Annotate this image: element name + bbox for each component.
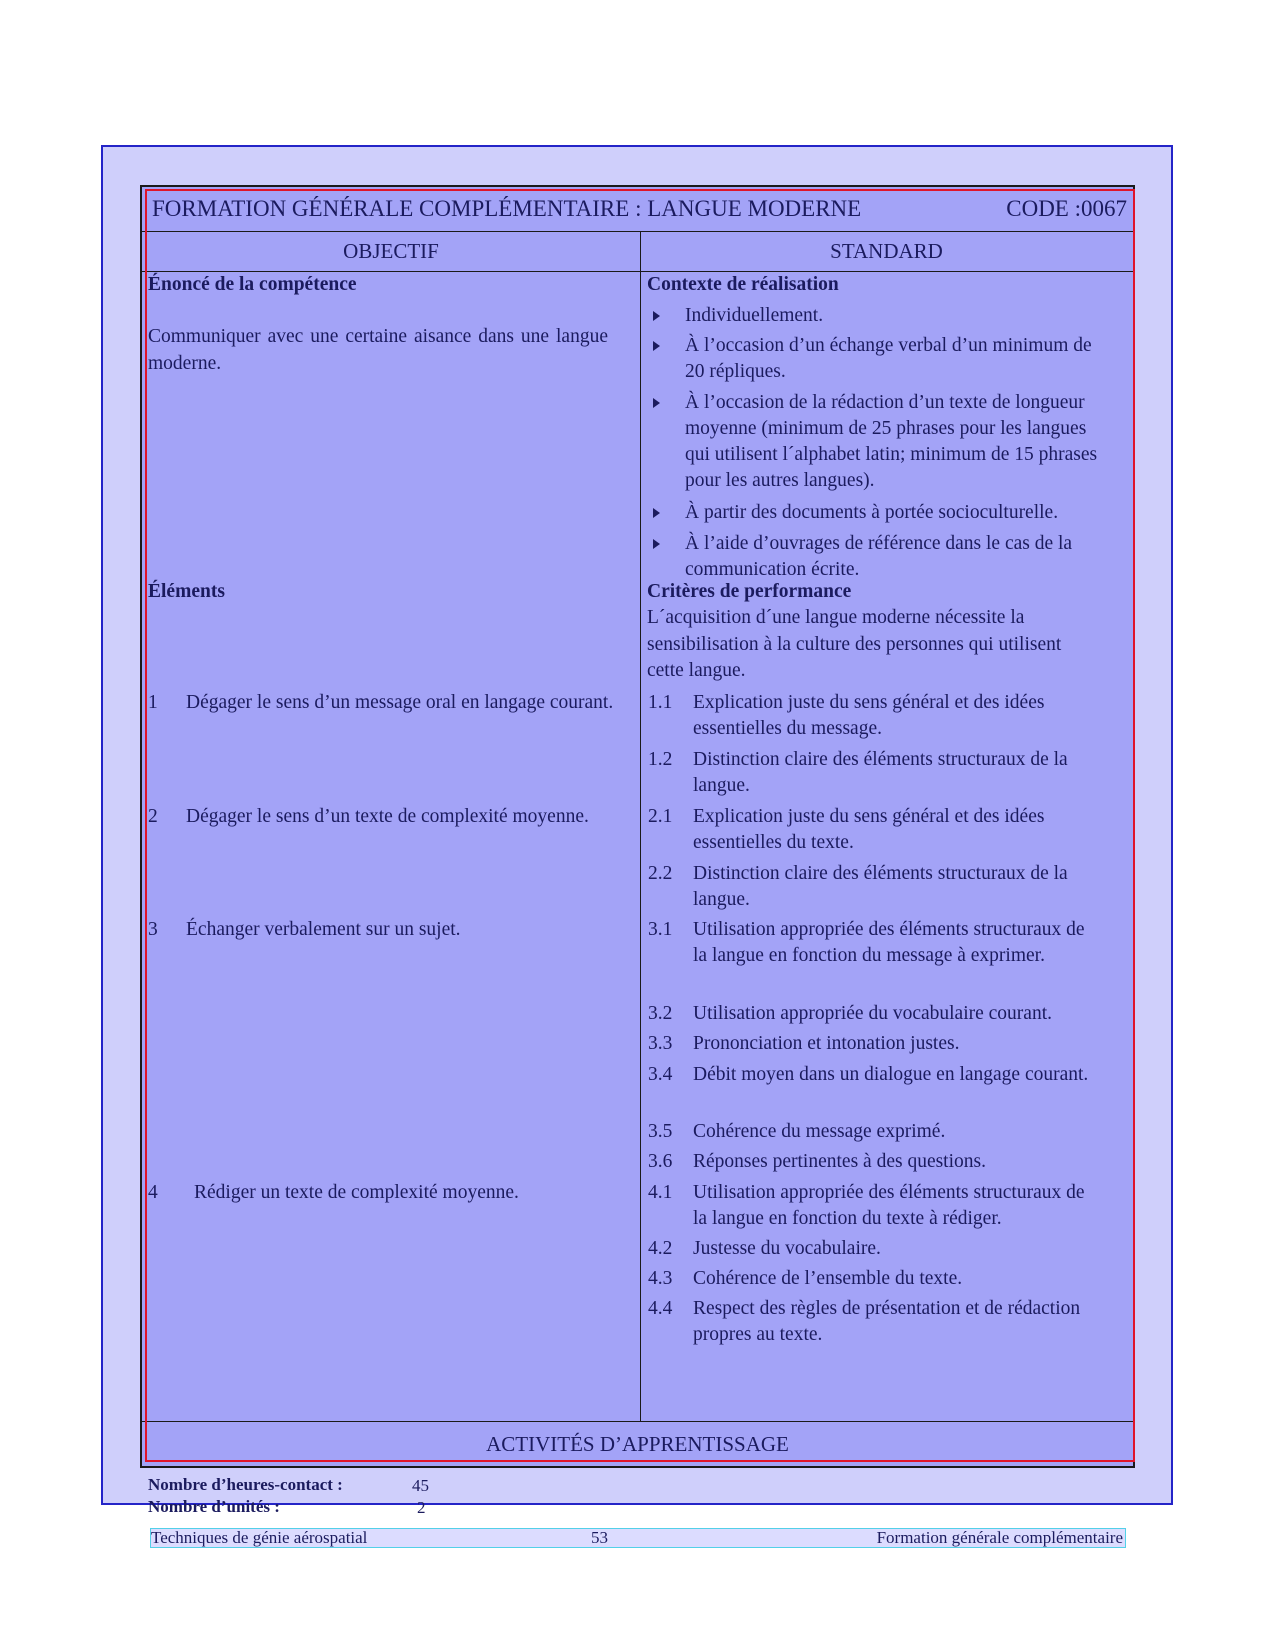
bullet-icon [653, 333, 662, 359]
critere-item: 4.3 Cohérence de l’ensemble du texte. [648, 1268, 963, 1289]
units-value: 2 [417, 1498, 426, 1517]
critere-item: 4.4 Respect des règles de présentation et de rédaction propres au texte. [648, 1298, 1081, 1345]
table-header [142, 187, 1133, 232]
element-item: 2 Dégager le sens d’un texte de complexité moyenne. [148, 806, 589, 827]
page-number: 53 [591, 1528, 608, 1547]
objectif-header: OBJECTIF [343, 239, 439, 263]
competence-table [140, 185, 1135, 1517]
contexte-item: Individuellement. [647, 303, 1112, 329]
contexte-item: À l’occasion d’un échange verbal d’un minimum de 20 répliques. [647, 333, 1112, 385]
criteres-heading: Critères de performance [647, 581, 852, 602]
critere-item: 3.5 Cohérence du message exprimé. [648, 1121, 946, 1142]
element-item: 3 Échanger verbalement sur un sujet. [148, 919, 461, 940]
competence-text: Communiquer avec une certaine aisance dans une langue moderne. [148, 326, 608, 374]
critere-item: 2.1 Explication juste du sens général et des idées essentielles du texte. [648, 806, 1045, 853]
critere-item: 3.6 Réponses pertinentes à des questions. [648, 1151, 986, 1172]
critere-item: 1.1 Explication juste du sens général et des idées essentielles du message. [648, 692, 1045, 739]
critere-item: 3.1 Utilisation appropriée des éléments structuraux de la langue en fonction du message à exprimer. [648, 919, 1085, 966]
critere-item: 3.2 Utilisation appropriée du vocabulaire courant. [648, 1003, 1052, 1024]
critere-item: 4.2 Justesse du vocabulaire. [648, 1238, 881, 1259]
critere-item: 3.4 Débit moyen dans un dialogue en langage courant. [648, 1064, 1089, 1085]
page-footer [150, 1528, 1126, 1548]
element-item: 1 Dégager le sens d’un message oral en langage courant. [148, 692, 614, 713]
course-code: CODE :0067 [1006, 196, 1127, 221]
critere-item: 2.2 Distinction claire des éléments structuraux de la langue. [648, 863, 1068, 910]
hours-value: 45 [412, 1476, 429, 1495]
hours-label: Nombre d’heures-contact : [148, 1475, 343, 1494]
criteres-intro: L´acquisition d´une langue moderne nécessite la sensibilisation à la culture des personnes qui utilisent cette langue. [647, 607, 1062, 681]
critere-item: 3.3 Prononciation et intonation justes. [648, 1033, 960, 1054]
contexte-heading: Contexte de réalisation [647, 274, 839, 295]
bullet-icon [653, 390, 662, 416]
critere-item: 4.1 Utilisation appropriée des éléments structuraux de la langue en fonction du texte à rédiger. [648, 1182, 1085, 1229]
competence-heading: Énoncé de la compétence [148, 274, 357, 295]
contexte-item: À l’aide d’ouvrages de référence dans le cas de la communication écrite. [647, 531, 1112, 583]
footer-section: Formation générale complémentaire [876, 1528, 1123, 1547]
contexte-item: À partir des documents à portée socioculturelle. [647, 500, 1112, 526]
course-title: FORMATION GÉNÉRALE COMPLÉMENTAIRE : LANGUE MODERNE [152, 196, 862, 221]
column-headers [142, 231, 1133, 272]
bullet-icon [653, 303, 662, 329]
bullet-icon [653, 531, 662, 557]
contexte-item: À l’occasion de la rédaction d’un texte de longueur moyenne (minimum de 25 phrases pour les langues qui utilisent l´alphabet latin; minimum de 15 phrases pour les autres langues). [647, 390, 1112, 494]
standard-header: STANDARD [830, 239, 943, 263]
activities-heading: ACTIVITÉS D’APPRENTISSAGE [142, 1421, 1133, 1468]
units-label: Nombre d’unités : [148, 1497, 280, 1516]
element-item: 4 Rédiger un texte de complexité moyenne. [148, 1182, 519, 1203]
footer-program: Techniques de génie aérospatial [151, 1528, 368, 1547]
critere-item: 1.2 Distinction claire des éléments structuraux de la langue. [648, 749, 1068, 796]
bullet-icon [653, 500, 662, 526]
elements-heading: Éléments [148, 581, 225, 602]
